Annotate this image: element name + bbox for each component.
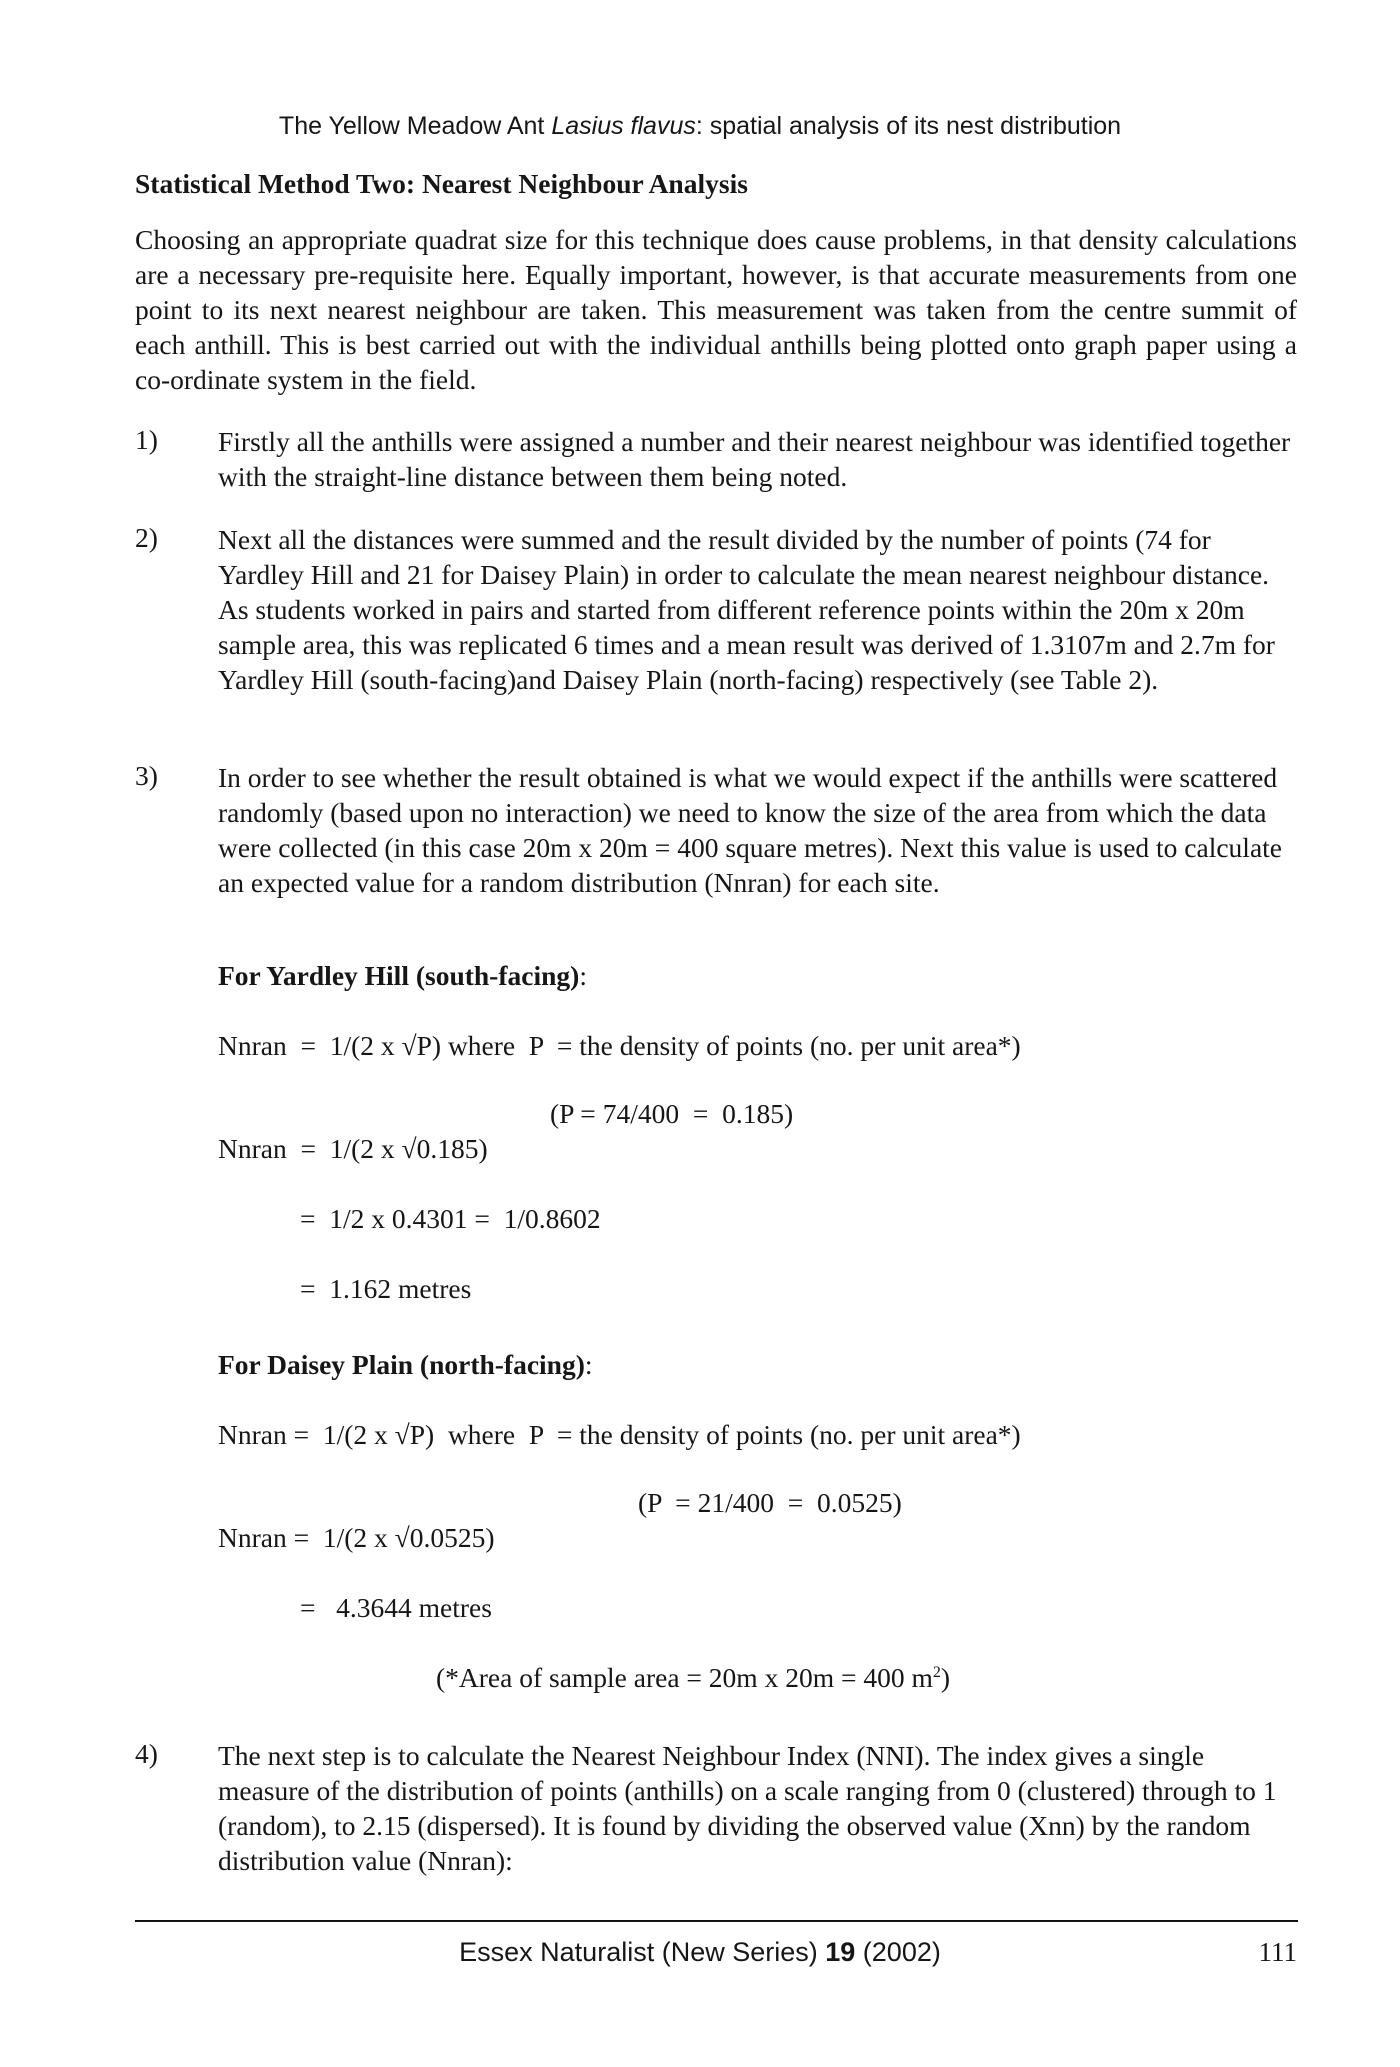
yardley-result: = 1.162 metres: [300, 1273, 472, 1304]
yardley-density: (P = 74/400 = 0.185): [550, 1098, 794, 1129]
daisey-substitution: Nnran = 1/(2 x √0.0525): [218, 1522, 495, 1553]
step-text: Next all the distances were summed and the result divided by the number of points (74 for Yardley Hill and 21 for Daisey Plain) in order to calculate the mean nearest neighbour distance. As students worked in pairs and started from different reference points within the 20m x 20m sample area, this was replicated 6 times and a mean result was derived of 1.3107m and 2.7m for Yardley Hill (south-facing)and Daisey Plain (north-facing) respectively (see Table 2).: [218, 524, 1275, 695]
yardley-step: = 1/2 x 0.4301 = 1/0.8602: [300, 1203, 601, 1234]
intro-paragraph: Choosing an appropriate quadrat size for this technique does cause problems, in that density calculations are a necessary pre-requisite here. Equally important, however, is that accurate measurements from one point to its next nearest neighbour are taken. This measurement was taken from the centre summit of each anthill. This is best carried out with the individual anthills being plotted onto graph paper using a co-ordinate system in the field.: [135, 224, 1297, 395]
running-head-suffix: : spatial analysis of its nest distribution: [695, 112, 1122, 140]
yardley-heading: For Yardley Hill (south-facing):: [218, 960, 587, 991]
step-number: 2): [135, 522, 158, 553]
step-text: Firstly all the anthills were assigned a number and their nearest neighbour was identified together with the straight-line distance between them being noted.: [218, 426, 1291, 492]
daisey-density: (P = 21/400 = 0.0525): [638, 1487, 902, 1518]
page-number: 111: [1258, 1937, 1297, 1967]
section-heading: Statistical Method Two: Nearest Neighbour Analysis: [135, 168, 748, 199]
daisey-result: = 4.3644 metres: [300, 1592, 492, 1623]
running-head-prefix: The Yellow Meadow Ant: [278, 112, 552, 140]
step-text: In order to see whether the result obtained is what we would expect if the anthills were scattered randomly (based upon no interaction) we need to know the size of the area from which the data were collected (in this case 20m x 20m = 400 square metres). Next this value is used to calculate an expected value for a random distribution (Nnran) for each site.: [218, 762, 1283, 898]
species-name: Lasius flavus: [551, 112, 696, 140]
footer-rule: [135, 1920, 1298, 1922]
step-number: 1): [135, 424, 158, 455]
daisey-formula: Nnran = 1/(2 x √P) where P = the density of points (no. per unit area*): [218, 1419, 1021, 1450]
daisey-heading: For Daisey Plain (north-facing):: [218, 1349, 593, 1380]
area-footnote: (*Area of sample area = 20m x 20m = 400 $m^2$): [436, 1662, 951, 1693]
step-number: 3): [135, 760, 158, 791]
yardley-substitution: Nnran = 1/(2 x √0.185): [218, 1133, 488, 1164]
yardley-formula: Nnran = 1/(2 x √P) where P = the density of points (no. per unit area*): [218, 1030, 1021, 1061]
step-number: 4): [135, 1738, 158, 1769]
journal-citation: Essex Naturalist (New Series) 19 (2002): [459, 1937, 941, 1967]
step-text: The next step is to calculate the Nearest Neighbour Index (NNI). The index gives a single measure of the distribution of points (anthills) on a scale ranging from 0 (clustered) through to 1 (random), to 2.15 (dispersed). It is found by dividing the observed value (Xnn) by the random distribution value (Nnran):: [218, 1740, 1277, 1876]
running-head: [0, 112, 1400, 141]
